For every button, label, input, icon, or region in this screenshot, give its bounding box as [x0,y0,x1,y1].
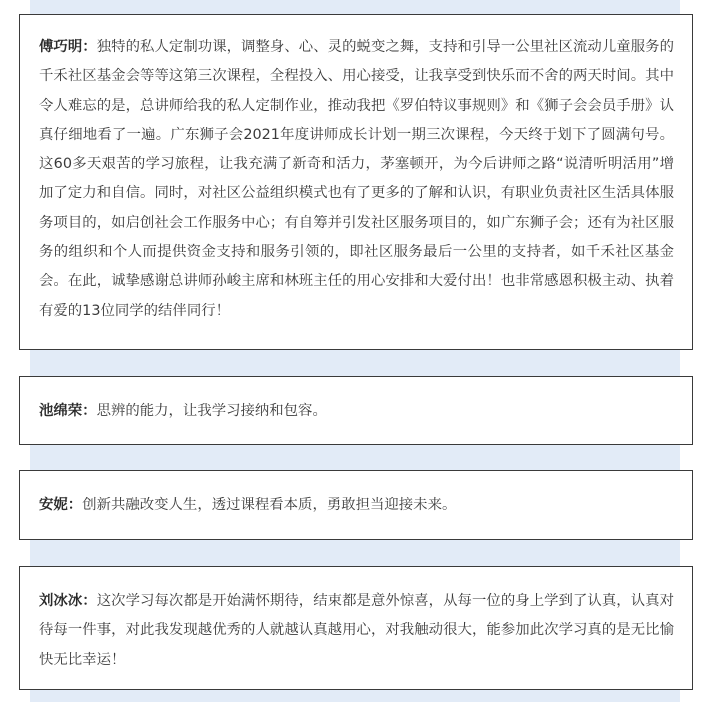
speaker-name: 傅巧明： [39,39,97,55]
testimonial-paragraph [39,587,674,675]
decorative-stripe [30,348,680,378]
testimonial-paragraph [39,491,674,520]
testimonial-text: 思辨的能力，让我学习接纳和包容。 [96,403,327,419]
speaker-name: 池绵荣： [39,403,97,419]
speaker-name: 刘冰冰： [39,593,97,609]
decorative-stripe [30,0,680,14]
testimonial-paragraph [39,33,674,326]
testimonial-text: 独特的私人定制功课，调整身、心、灵的蜕变之舞，支持和引导一公里社区流动儿童服务的千禾社区基金会等等这第三次课程，全程投入、用心接受，让我享受到快乐而不舍的两天时间。其中令人难忘的是，总讲师给我的私人定制作业，推动我把《罗伯特议事规则》和《狮子会会员手册》认真仔细地看了一遍。广东狮子会2021年度讲师成长计划一期三次课程，今天终于划下了圆满句号。这60多天艰苦的学习旅程，让我充满了新奇和活力，茅塞顿开，为今后讲师之路“说清听明活用”增加了定力和自信。同时，对社区公益组织模式也有了更多的了解和认识，有职业负责社区生活具体服务项目的，如启创社会工作服务中心；有自筹并引发社区服务项目的，如广东狮子会；还有为社区服务的组织和个人而提供资金支持和服务引领的，即社区服务最后一公里的支持者，如千禾社区基金会。在此，诚挚感谢总讲师孙峻主席和林班主任的用心安排和大爱付出！也非常感恩积极主动、执着有爱的13位同学的结伴同行！ [39,39,674,319]
decorative-stripe [30,538,680,568]
testimonial-text: 创新共融改变人生，透过课程看本质，勇敢担当迎接未来。 [82,497,457,513]
decorative-stripe [30,688,680,702]
testimonial-paragraph [39,397,674,426]
testimonial-card [19,376,693,445]
testimonial-card [19,470,693,540]
speaker-name: 安妮： [39,497,83,513]
testimonial-card [19,566,693,690]
testimonial-card [19,14,693,350]
testimonial-text: 这次学习每次都是开始满怀期待，结束都是意外惊喜，从每一位的身上学到了认真，认真对待每一件事，对此我发现越优秀的人就越认真越用心，对我触动很大，能参加此次学习真的是无比愉快无比幸运！ [39,593,674,668]
